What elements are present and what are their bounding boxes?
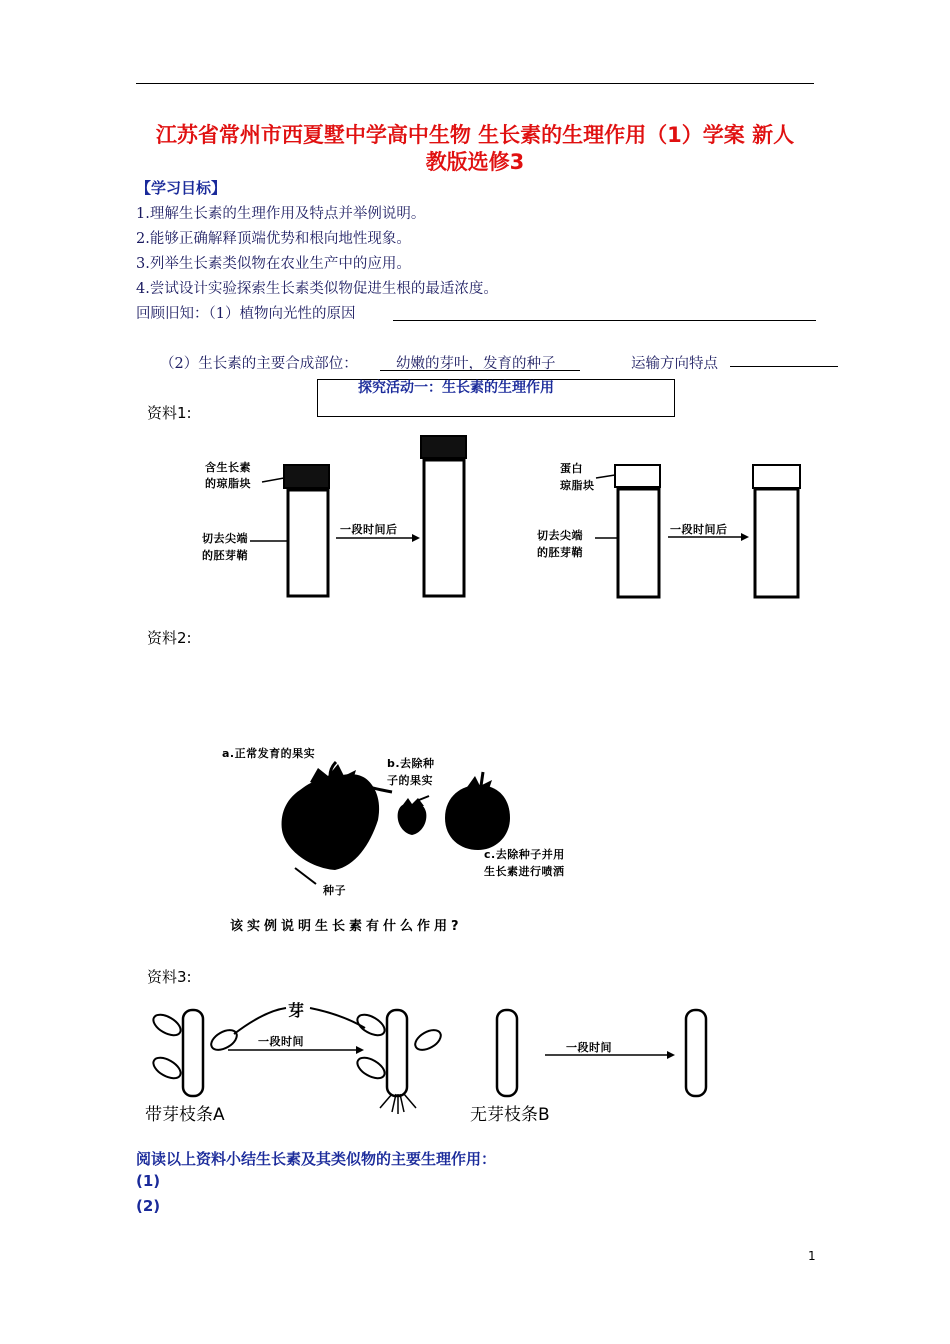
fig2-question: 该实例说明生长素有什么作用? xyxy=(230,919,463,934)
roots-icon xyxy=(380,1094,416,1114)
objective-item: 2.能够正确解释顶端优势和根向地性现象。 xyxy=(136,231,411,247)
arrow-icon xyxy=(667,1051,675,1059)
bud-icon xyxy=(412,1026,444,1054)
branch-with-buds-rooted xyxy=(387,1010,407,1096)
fig1-label-block-b: 蛋白 琼脂块 xyxy=(560,462,595,492)
fig2-label-b: b.去除种 子的果实 xyxy=(387,757,435,787)
review-question: 回顾旧知：（1）植物向光性的原因 xyxy=(136,306,356,322)
activity-title: 探究活动一：生长素的生理作用 xyxy=(358,380,554,396)
branch-with-buds xyxy=(183,1010,203,1096)
summary-heading: 阅读以上资料小结生长素及其类似物的主要生理作用： xyxy=(136,1150,497,1168)
q2-transport: 运输方向特点 xyxy=(631,356,718,372)
fig3-arrow-label-2: 一段时间 xyxy=(566,1041,612,1054)
q2-prefix: （2）生长素的主要合成部位： xyxy=(160,356,358,372)
fig1-arrow-label-b: 一段时间后 xyxy=(670,523,728,536)
page-number: 1 xyxy=(808,1249,816,1263)
q2-answer: 幼嫩的芽叶，发育的种子 xyxy=(396,356,556,372)
fig2-label-seed: 种子 xyxy=(323,884,346,897)
summary-item: (1) xyxy=(136,1172,161,1190)
branch-without-buds xyxy=(497,1010,517,1096)
title-line-2: 教版选修3 xyxy=(425,150,525,174)
fig3-label-branch-b: 无芽枝条B xyxy=(470,1105,550,1125)
summary-item: (2) xyxy=(136,1197,161,1215)
material-2-label: 资料2: xyxy=(147,629,192,647)
title-line-1: 江苏省常州市西夏墅中学高中生物 生长素的生理作用（1）学案 新人 xyxy=(155,123,795,147)
bud-icon xyxy=(150,1054,184,1083)
bud-icon xyxy=(150,1011,184,1040)
fig1-arrow-label-a: 一段时间后 xyxy=(340,523,398,536)
material-1-label: 资料1: xyxy=(147,404,192,422)
fig1-label-stem-a: 切去尖端 的胚芽鞘 xyxy=(202,532,248,562)
fig1-label-stem-b: 切去尖端 的胚芽鞘 xyxy=(537,529,583,559)
bud-icon xyxy=(354,1054,388,1083)
fig3-label-branch-a: 带芽枝条A xyxy=(145,1105,225,1125)
fig2-label-a: a.正常发育的果实 xyxy=(222,747,316,760)
arrow-icon xyxy=(356,1046,364,1054)
objective-item: 1.理解生长素的生理作用及特点并举例说明。 xyxy=(136,206,426,222)
objective-item: 3.列举生长素类似物在农业生产中的应用。 xyxy=(136,256,411,272)
branch-without-buds xyxy=(686,1010,706,1096)
material-3-label: 资料3: xyxy=(147,968,192,986)
objectives-heading: 【学习目标】 xyxy=(136,179,227,197)
fig3-label-bud: 芽 xyxy=(288,1001,305,1020)
fig2-label-c: c.去除种子并用 生长素进行喷洒 xyxy=(484,848,565,878)
objective-item: 4.尝试设计实验探索生长素类似物促进生根的最适浓度。 xyxy=(136,281,498,297)
fig3-arrow-label-1: 一段时间 xyxy=(258,1035,304,1048)
fig1-label-block-a: 含生长素 的琼脂块 xyxy=(205,461,251,490)
